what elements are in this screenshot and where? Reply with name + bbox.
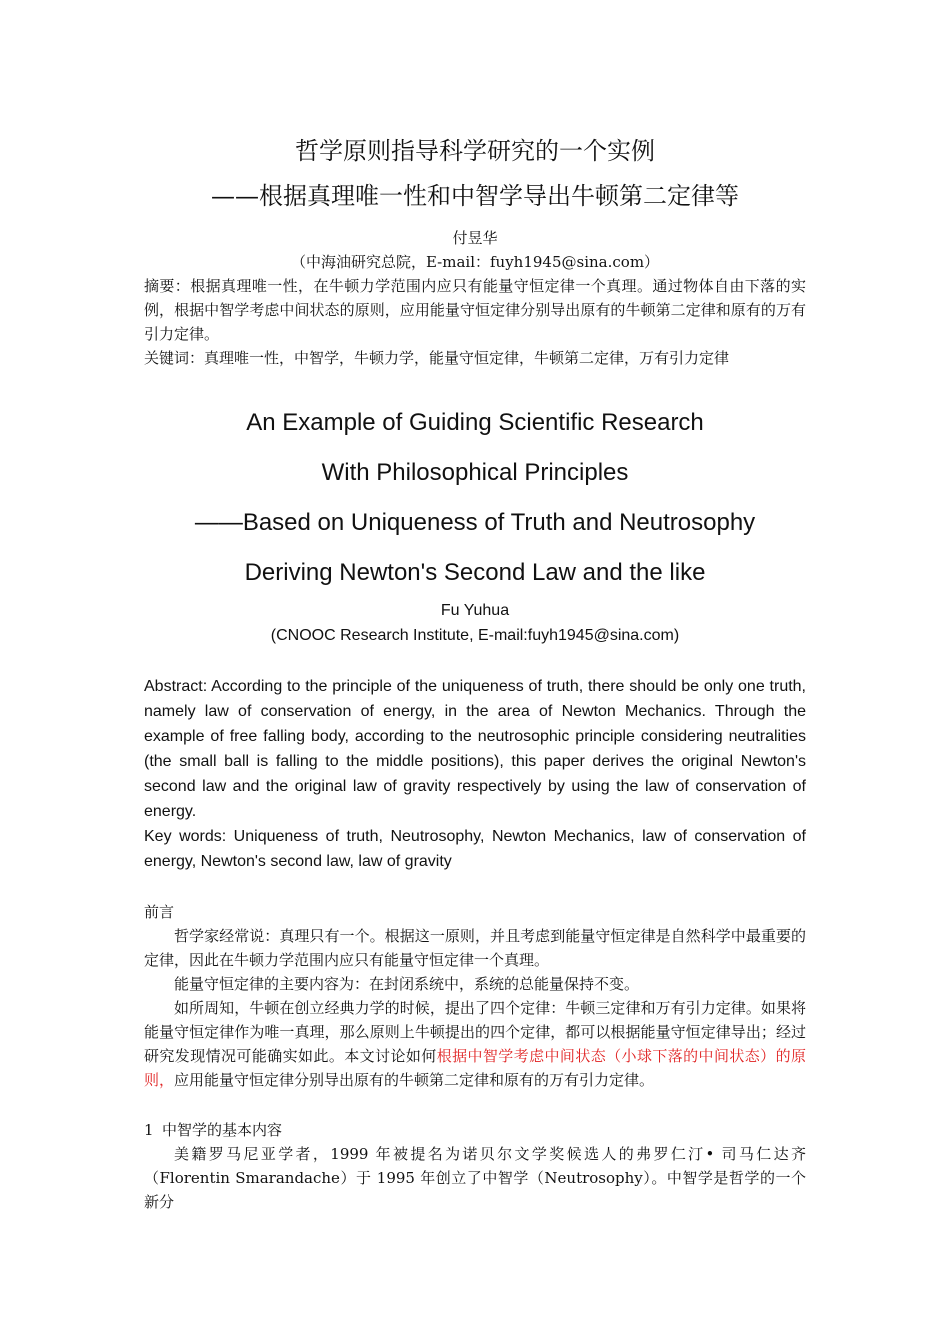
preface-paragraph-2: 能量守恒定律的主要内容为：在封闭系统中，系统的总能量保持不变。 (174, 975, 640, 993)
english-abstract: Abstract: According to the principle of the uniqueness of truth, there should be only one truth, namely law of conservation of energy, in the area of Newton Mechanics. Through the example of free falling body, according to the neutrosophic principle considering neutralities (the small ball is falling to the middle positions), this paper derives the original Newton's second law and the original law of gravity respectively by using the law of conservation of energy. (144, 678, 806, 820)
paper-page (144, 130, 806, 1214)
preface-paragraph-1: 哲学家经常说：真理只有一个。根据这一原则，并且考虑到能量守恒定律是自然科学中最重要的定律，因此在牛顿力学范围内应只有能量守恒定律一个真理。 (144, 927, 806, 969)
english-title-line4: Deriving Newton's Second Law and the like (244, 559, 706, 586)
preface-paragraph-3 (144, 996, 806, 1092)
preface-highlighted-text: 根据中智学考虑中间状态（小球下落的中间状态）的原则， (144, 1047, 806, 1089)
english-title-line2: With Philosophical Principles (321, 459, 629, 486)
preface-paragraph-3-start: 如所周知，牛顿在创立经典力学的时候，提出了四个定律：牛顿三定律和万有引力定律。如果将能量守恒定律作为唯一真理，那么原则上牛顿提出的四个定律，都可以根据能量守恒定律导出；经过研究发现情况可能确实如此。本文讨论如何 (144, 999, 806, 1065)
section-1-number: 1 (144, 1121, 154, 1139)
english-title-line3: ——Based on Uniqueness of Truth and Neutrosophy (194, 509, 756, 536)
chinese-title-line1: 哲学原则指导科学研究的一个实例 (295, 137, 655, 165)
chinese-keywords: 关键词：真理唯一性，中智学，牛顿力学，能量守恒定律，牛顿第二定律，万有引力定律 (144, 349, 730, 367)
section-1-paragraph-1: 美籍罗马尼亚学者，1999 年被提名为诺贝尔文学奖候选人的弗罗仁汀• 司马仁达齐（Florentin Smarandache）于 1995 年创立了中智学（Neutrosophy）。中智学是哲学的一个新分 (144, 1145, 806, 1211)
section-1-heading (144, 1118, 806, 1142)
chinese-abstract: 摘要：根据真理唯一性，在牛顿力学范围内应只有能量守恒定律一个真理。通过物体自由下落的实例，根据中智学考虑中间状态的原则，应用能量守恒定律分别导出原有的牛顿第二定律和原有的万有引力定律。 (144, 277, 806, 343)
english-title-line1: An Example of Guiding Scientific Research (246, 409, 704, 436)
english-affiliation: (CNOOC Research Institute, E-mail:fuyh1945@sina.com) (270, 627, 680, 644)
preface-heading: 前言 (144, 903, 175, 921)
preface-paragraph-3-end: 应用能量守恒定律分别导出原有的牛顿第二定律和原有的万有引力定律。 (174, 1071, 655, 1089)
section-1-title: 中智学的基本内容 (162, 1121, 283, 1139)
chinese-title-line2: ——根据真理唯一性和中智学导出牛顿第二定律等 (211, 182, 739, 210)
chinese-affiliation: （中海油研究总院，E-mail：fuyh1945@sina.com） (290, 253, 660, 271)
english-author: Fu Yuhua (440, 602, 510, 619)
english-keywords: Key words: Uniqueness of truth, Neutrosophy, Newton Mechanics, law of conservation of energy, Newton's second law, law of gravity (144, 828, 806, 870)
chinese-author: 付昱华 (452, 229, 498, 247)
